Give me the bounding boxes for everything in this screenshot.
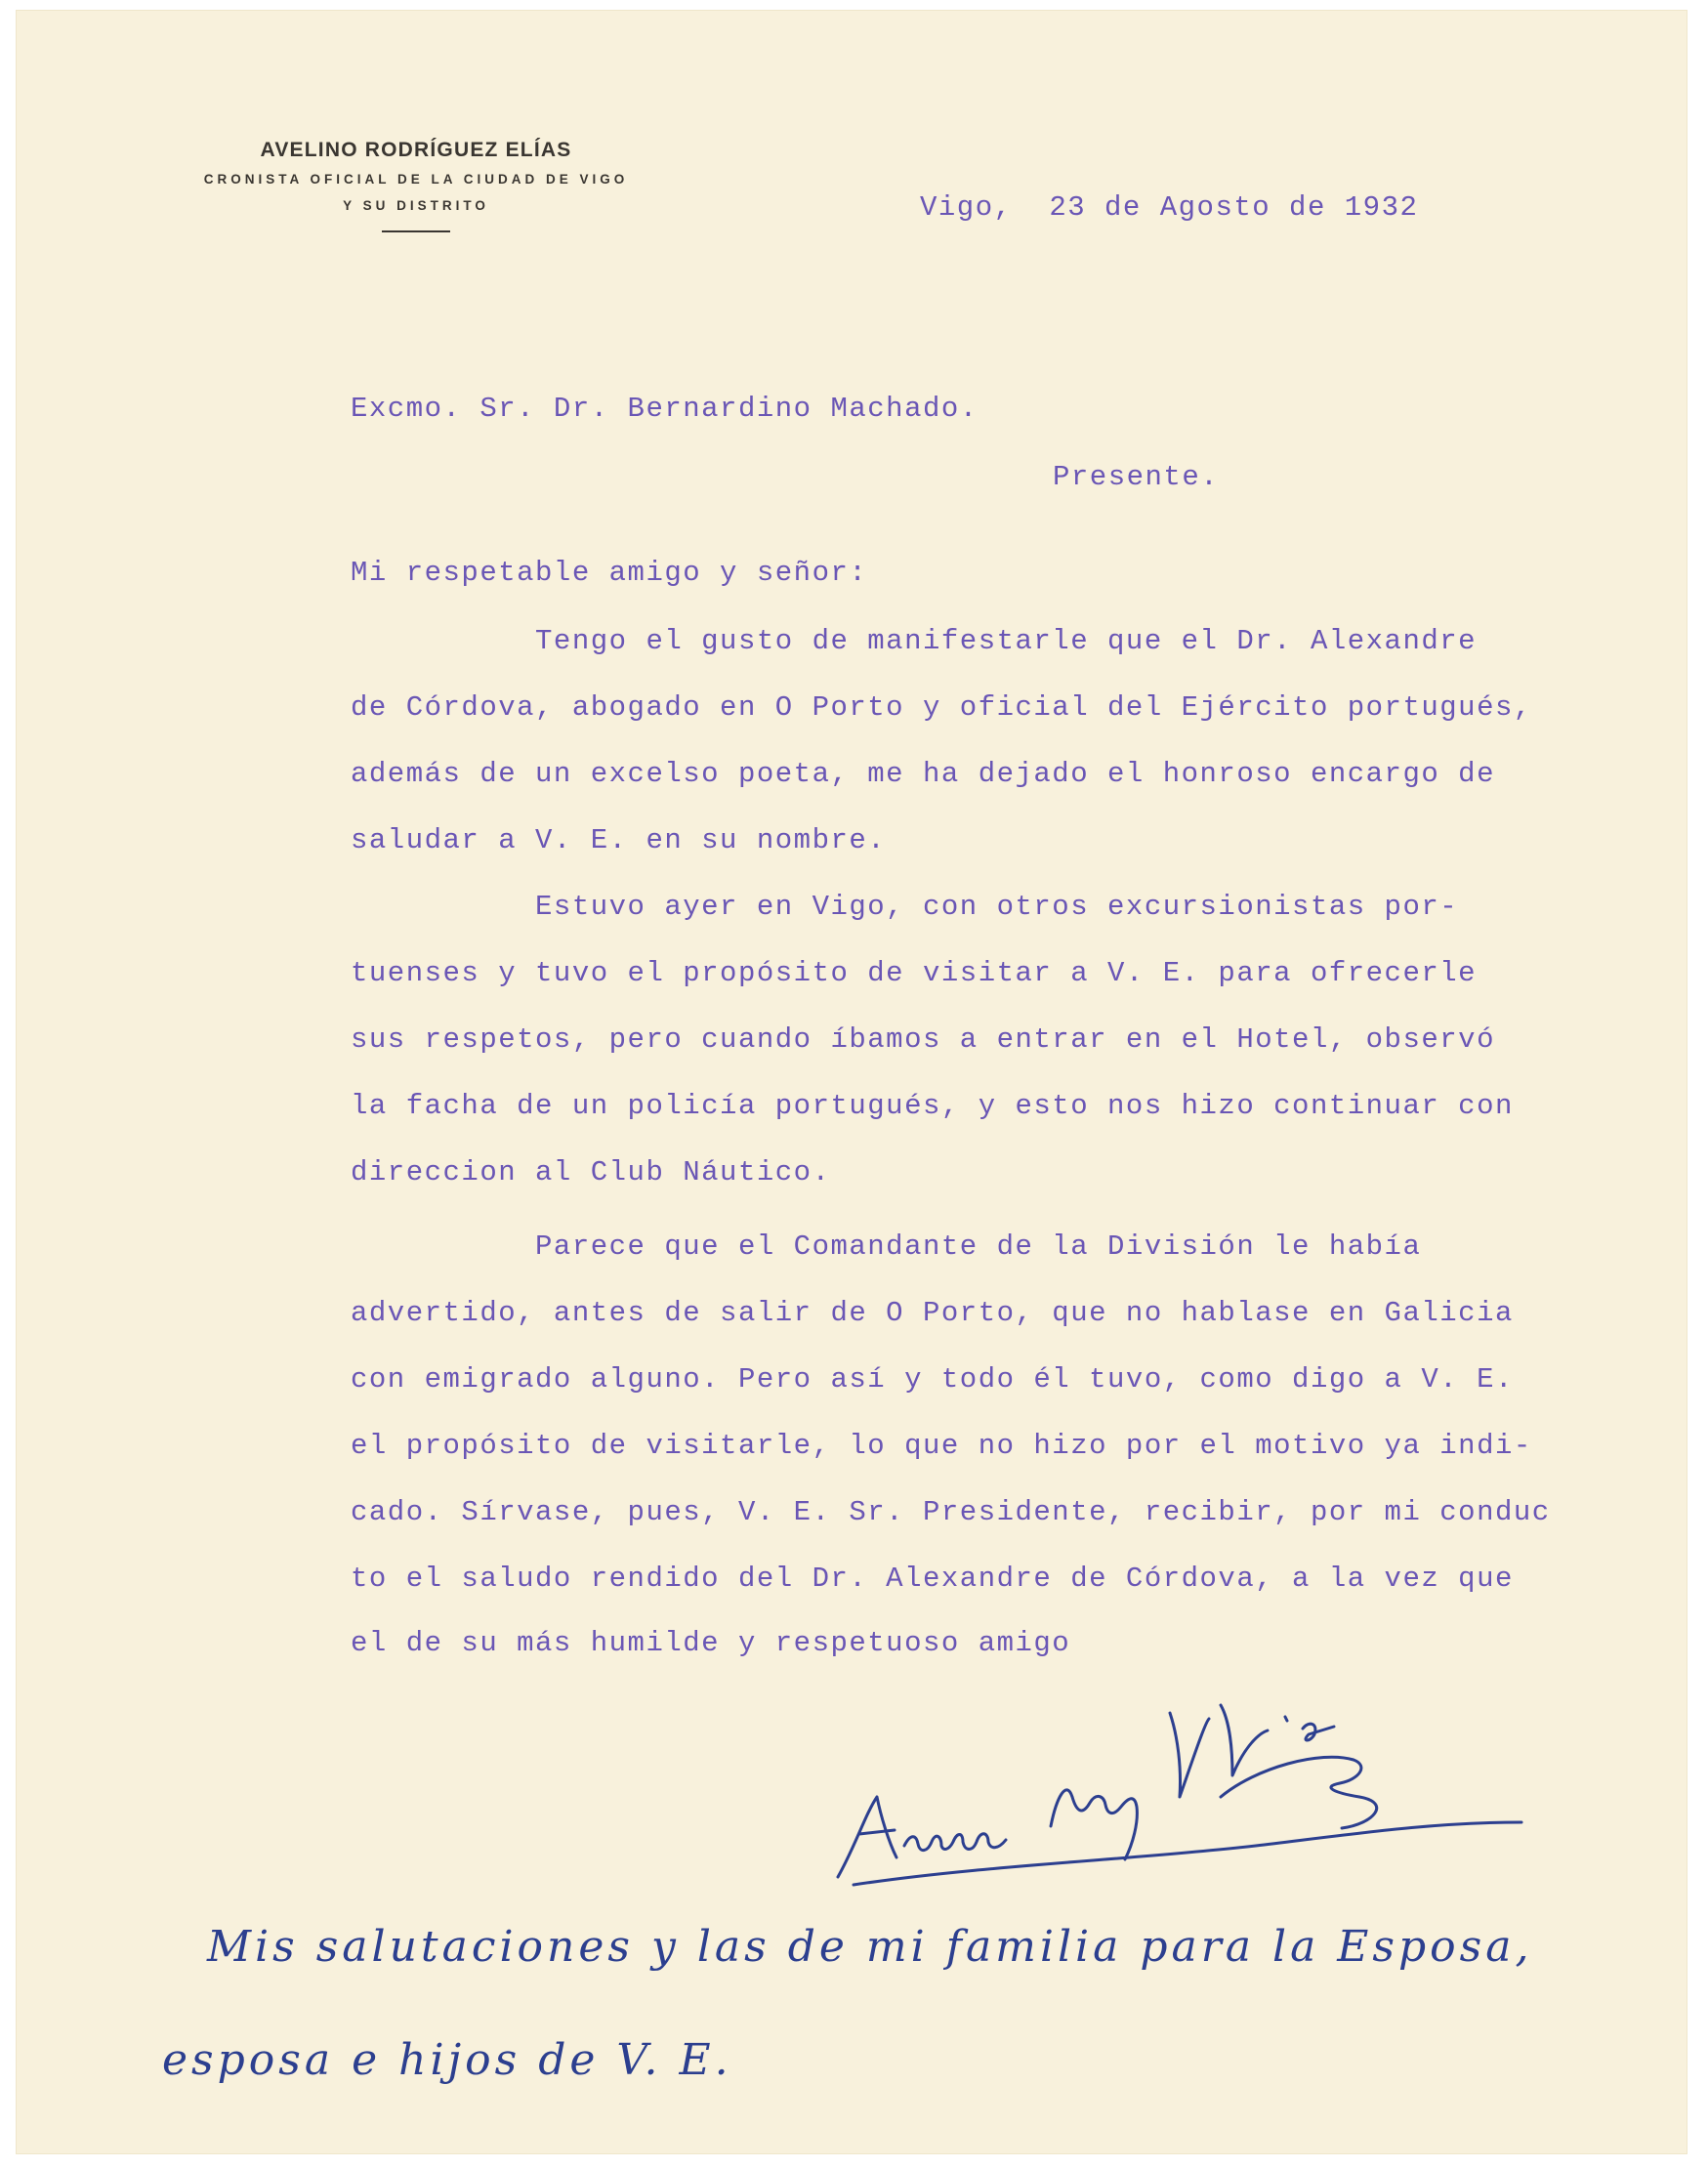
letterhead-name: AVELINO RODRÍGUEZ ELÍAS: [260, 139, 572, 161]
body-line: sus respetos, pero cuando íbamos a entrar en el Hotel, observó: [351, 1023, 1495, 1056]
body-line: Estuvo ayer en Vigo, con otros excursionistas por-: [351, 891, 1459, 923]
letter-sheet: [16, 10, 1687, 2154]
body-line: tuenses y tuvo el propósito de visitar a V. E. para ofrecerle: [351, 957, 1478, 989]
body-line: el propósito de visitarle, lo que no hizo por el motivo ya indi-: [351, 1430, 1532, 1462]
letterhead: [162, 139, 670, 232]
body-line: Tengo el gusto de manifestarle que el Dr. Alexandre: [351, 625, 1478, 657]
handwritten-note-line: esposa e hijos de V. E.: [162, 2035, 732, 2085]
letterhead-district: Y SU DISTRITO: [343, 198, 489, 213]
body-line: el de su más humilde y respetuoso amigo: [351, 1627, 1071, 1659]
letter-date: Vigo, 23 de Agosto de 1932: [920, 191, 1419, 224]
body-line: la facha de un policía portugués, y esto nos hizo continuar con: [351, 1090, 1514, 1122]
body-line: saludar a V. E. en su nombre.: [351, 824, 887, 856]
body-line: direccion al Club Náutico.: [351, 1156, 831, 1188]
handwritten-note-line: Mis salutaciones y las de mi familia para la Esposa,: [207, 1922, 1533, 1972]
body-line: Parece que el Comandante de la División le había: [351, 1230, 1422, 1263]
recipient-line: Excmo. Sr. Dr. Bernardino Machado.: [351, 393, 979, 425]
body-line: to el saludo rendido del Dr. Alexandre de Córdova, a la vez que: [351, 1563, 1514, 1595]
letterhead-title: CRONISTA OFICIAL DE LA CIUDAD DE VIGO: [203, 172, 629, 187]
salutation: Mi respetable amigo y señor:: [351, 557, 868, 589]
body-line: advertido, antes de salir de O Porto, que no hablase en Galicia: [351, 1297, 1514, 1329]
letterhead-rule: [382, 230, 450, 232]
body-line: además de un excelso poeta, me ha dejado el honroso encargo de: [351, 758, 1495, 790]
body-line: con emigrado alguno. Pero así y todo él tuvo, como digo a V. E.: [351, 1363, 1514, 1396]
body-line: de Córdova, abogado en O Porto y oficial del Ejército portugués,: [351, 691, 1532, 724]
handwritten-signature: [826, 1650, 1529, 1895]
body-line: cado. Sírvase, pues, V. E. Sr. Presidente, recibir, por mi conduc: [351, 1496, 1551, 1528]
presente-line: Presente.: [1053, 461, 1220, 493]
